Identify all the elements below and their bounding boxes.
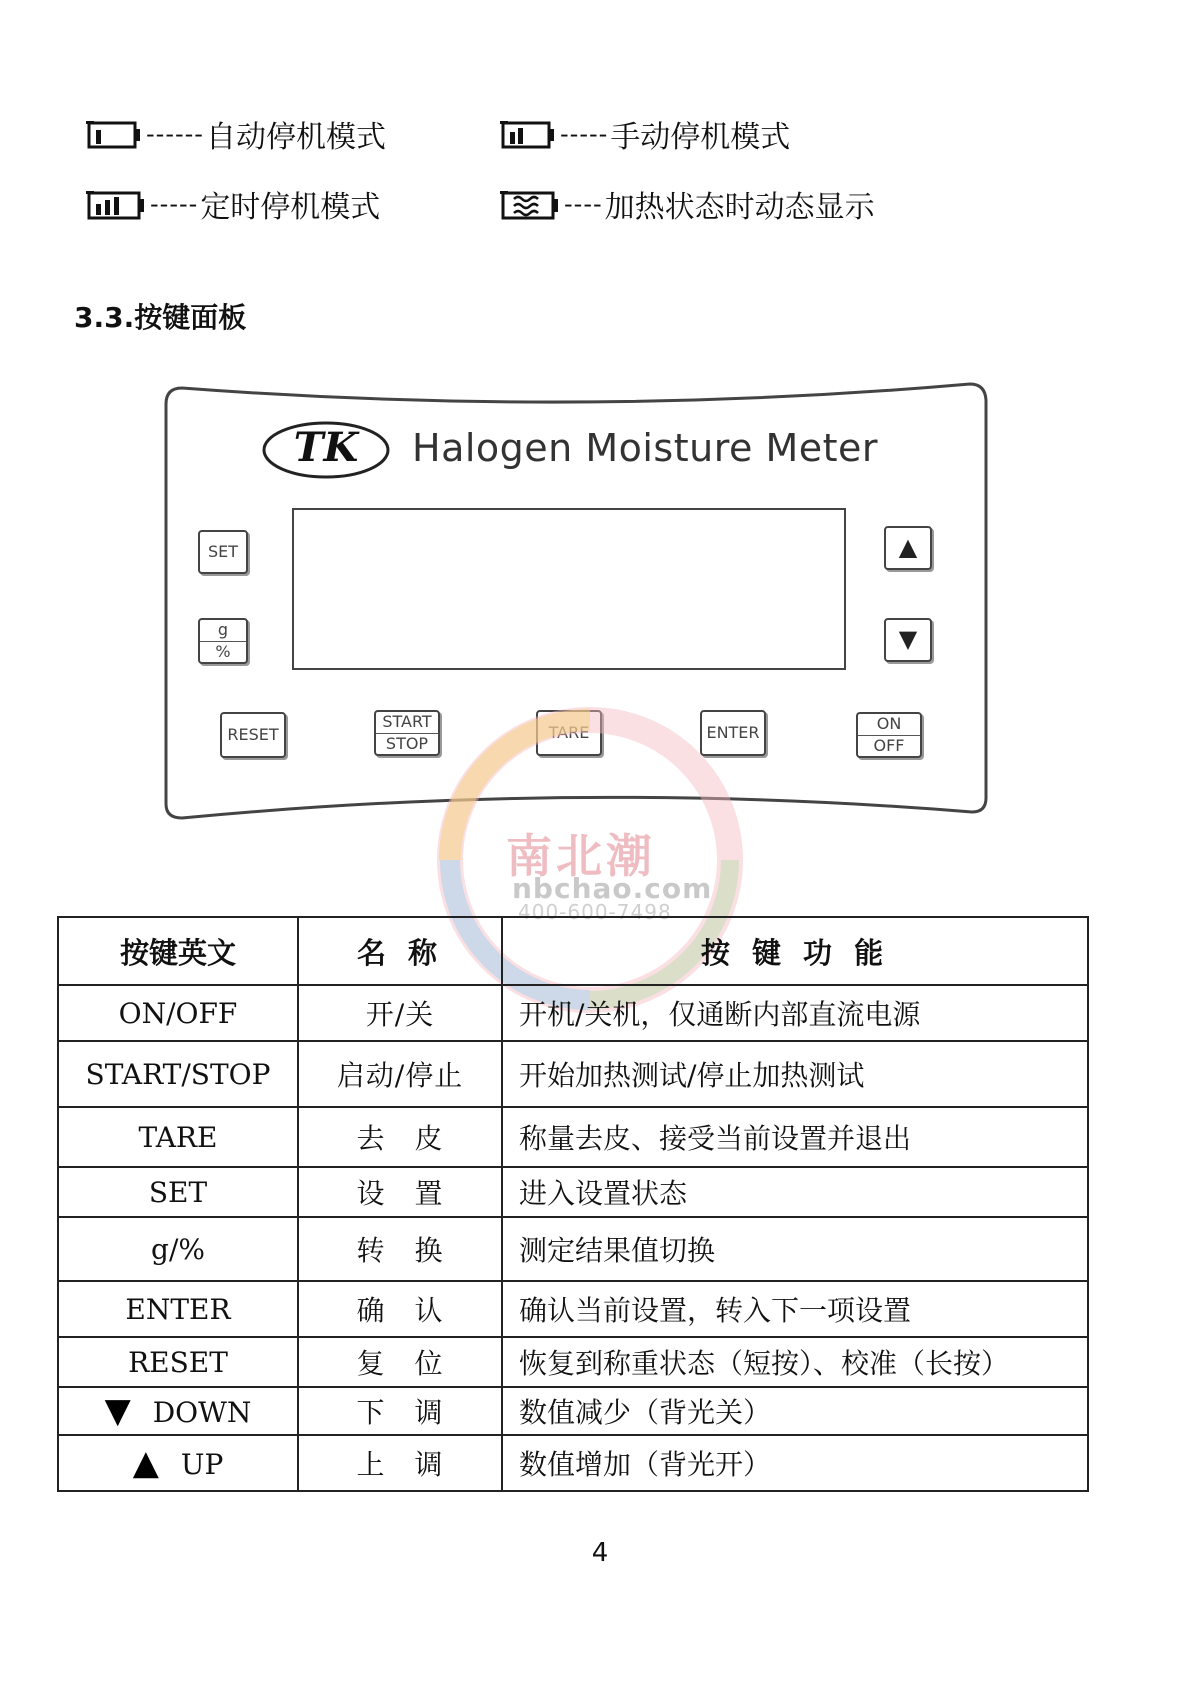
heating-waves-icon [500, 187, 562, 221]
reset-key[interactable] [220, 712, 286, 758]
legend-dashes: ---- [564, 190, 603, 218]
down-arrow-icon: ▼ [898, 625, 918, 654]
cell-key: SET [58, 1167, 298, 1217]
cell-name: 上 调 [298, 1435, 502, 1491]
page-number: 4 [591, 1538, 609, 1568]
key-label-bottom: OFF [873, 735, 905, 755]
header-function: 按 键 功 能 [502, 917, 1088, 985]
cell-name: 启动/停止 [298, 1041, 502, 1107]
battery-two-bars-icon [500, 118, 558, 150]
header-name: 名 称 [298, 917, 502, 985]
cell-name: 确 认 [298, 1281, 502, 1337]
legend-label: 手动停机模式 [610, 120, 791, 155]
tk-logo-text: TK [293, 424, 359, 471]
legend-label: 定时停机模式 [200, 190, 381, 225]
table-row [58, 1337, 1088, 1387]
cell-key-text: DOWN [152, 1396, 252, 1429]
key-label-top: START [382, 712, 432, 732]
cell-key: RESET [58, 1337, 298, 1387]
watermark-phone: 400-600-7498 [518, 900, 672, 924]
cell-key [58, 1435, 298, 1491]
table-header-row [58, 917, 1088, 985]
legend-label: 加热状态时动态显示 [604, 190, 875, 225]
table-row [58, 1281, 1088, 1337]
cell-function: 测定结果值切换 [502, 1217, 1088, 1281]
header-key-english: 按键英文 [58, 917, 298, 985]
cell-function: 恢复到称重状态（短按）、校准（长按） [502, 1337, 1088, 1387]
battery-three-bars-icon [86, 187, 148, 221]
key-label: TARE [548, 722, 590, 742]
legend-heating [500, 182, 875, 226]
legend-auto-stop [86, 112, 386, 156]
cell-name: 下 调 [298, 1387, 502, 1435]
legend-dashes: ----- [150, 190, 199, 218]
watermark-domain: nbchao.com [512, 872, 713, 905]
set-key[interactable] [198, 530, 248, 574]
legend-label: 自动停机模式 [205, 120, 386, 155]
up-arrow-icon: ▲ [898, 533, 918, 562]
cell-key-text: UP [180, 1448, 224, 1481]
cell-key: ON/OFF [58, 985, 298, 1041]
cell-name: 设 置 [298, 1167, 502, 1217]
panel-title: Halogen Moisture Meter [412, 426, 879, 470]
cell-function: 开机/关机，仅通断内部直流电源 [502, 985, 1088, 1041]
cell-name: 转 换 [298, 1217, 502, 1281]
legend-dashes: ----- [560, 120, 609, 148]
cell-name: 去 皮 [298, 1107, 502, 1167]
down-key[interactable] [884, 618, 932, 662]
keypad-panel-figure [160, 378, 990, 830]
legend-manual-stop [500, 112, 790, 156]
legend-dashes: ------ [146, 120, 204, 148]
tare-key[interactable] [536, 710, 602, 756]
key-label-bottom: STOP [385, 733, 429, 753]
cell-function: 开始加热测试/停止加热测试 [502, 1041, 1088, 1107]
down-triangle-icon: ▼ [104, 1391, 131, 1431]
cell-function: 数值减少（背光关） [502, 1387, 1088, 1435]
up-triangle-icon: ▲ [132, 1443, 159, 1483]
table-row [58, 1107, 1088, 1167]
key-label: SET [207, 541, 239, 561]
watermark-chinese: 南北潮 [506, 829, 656, 883]
cell-name: 复 位 [298, 1337, 502, 1387]
g-percent-key[interactable] [198, 618, 248, 664]
cell-function: 称量去皮、接受当前设置并退出 [502, 1107, 1088, 1167]
table-row [58, 1167, 1088, 1217]
table-row [58, 1435, 1088, 1491]
cell-key: TARE [58, 1107, 298, 1167]
battery-one-bar-icon [86, 118, 144, 150]
cell-key [58, 1387, 298, 1435]
cell-name: 开/关 [298, 985, 502, 1041]
key-label-top: ON [876, 714, 902, 734]
legend-timed-stop [86, 182, 380, 226]
key-label-top: g [217, 620, 229, 640]
table-row [58, 1387, 1088, 1435]
up-key[interactable] [884, 526, 932, 570]
table-row [58, 985, 1088, 1041]
table-row [58, 1217, 1088, 1281]
table-row [58, 1041, 1088, 1107]
cell-key: START/STOP [58, 1041, 298, 1107]
key-label-bottom: % [215, 641, 231, 661]
cell-function: 数值增加（背光开） [502, 1435, 1088, 1491]
cell-key: g/% [58, 1217, 298, 1281]
cell-function: 进入设置状态 [502, 1167, 1088, 1217]
cell-function: 确认当前设置，转入下一项设置 [502, 1281, 1088, 1337]
section-heading: 3.3.按键面板 [74, 301, 247, 334]
key-label: RESET [227, 724, 279, 744]
lcd-display [292, 508, 846, 670]
start-stop-key[interactable] [374, 710, 440, 756]
enter-key[interactable] [700, 710, 766, 756]
cell-key: ENTER [58, 1281, 298, 1337]
key-function-table [57, 916, 1089, 1492]
on-off-key[interactable] [856, 712, 922, 758]
key-label: ENTER [706, 722, 760, 742]
